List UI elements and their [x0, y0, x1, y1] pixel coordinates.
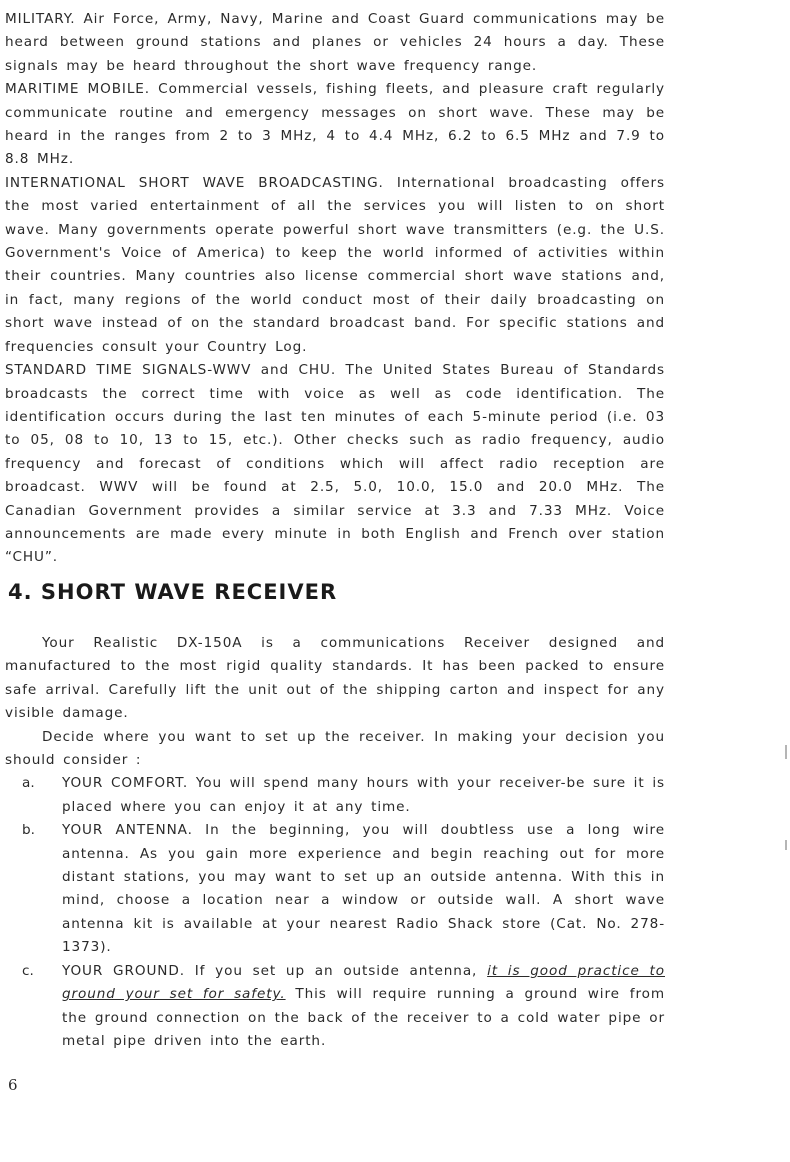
- ground-text-after: This will require running a ground wire from the ground connection on the back of the receiver to a cold water pipe or metal pipe driven into the earth.: [62, 986, 665, 1049]
- international-text: International broadcasting offers the most varied entertainment of all the services you will listen to on short wave. Many governments operate powerful short wave transmitters (e.g. the U.S. Government's Voice of America) to keep the world informed of activities within their countries. Many countries also license commercial short wave stations and, in fact, many regions of the world conduct most of their daily broadcasting on short wave instead of on the standard broadcast band. For specific stations and frequencies consult your Country Log.: [5, 174, 665, 355]
- comfort-text: You will spend many hours with your receiver-be sure it is placed where you can enjoy it at any time.: [62, 775, 665, 815]
- safety-note: it is good practice to ground your set for safety.: [62, 962, 665, 1003]
- ground-heading: YOUR GROUND.: [62, 962, 185, 979]
- standard-time-paragraph: [5, 359, 665, 570]
- decide-paragraph: Decide where you want to set up the receiver. In making your decision you should consider :: [5, 728, 665, 769]
- maritime-paragraph: [5, 78, 665, 172]
- ground-text-before: If you set up an outside antenna,: [194, 962, 478, 979]
- military-text: Air Force, Army, Navy, Marine and Coast Guard communications may be heard between ground stations and planes or vehicles 24 hours a day. These signals may be heard throughout the short wave frequency range.: [5, 11, 665, 74]
- list-marker: a.: [22, 775, 35, 792]
- standard-time-text: The United States Bureau of Standards broadcasts the correct time with voice as well as code identification. The identification occurs during the last ten minutes of each 5-minute period (i.e. 03 to 05, 08 to 10, 13 to 15, etc.). Other checks such as radio frequency, audio frequency and forecast of conditions which will affect radio reception are broadcast. WWV will be found at 2.5, 5.0, 10.0, 15.0 and 20.0 MHz. The Canadian Government provides a similar service at 3.3 and 7.33 MHz. Voice announcements are made every minute in both English and French over station “CHU”.: [5, 362, 665, 566]
- list-content: [62, 819, 665, 959]
- maritime-text: Commercial vessels, fishing fleets, and pleasure craft regularly communicate routine and emergency messages on short wave. These may be heard in the ranges from 2 to 3 MHz, 4 to 4.4 MHz, 6.2 to 6.5 MHz and 7.9 to 8.8 MHz.: [5, 81, 665, 168]
- antenna-text: In the beginning, you will doubtless use a long wire antenna. As you gain more experience and begin reaching out for more distant stations, you may want to set up an outside antenna. With this in mind, choose a location near a window or outside wall. A short wave antenna kit is available at your nearest Radio Shack store (Cat. No. 278-1373).: [62, 822, 665, 956]
- military-heading: MILITARY.: [5, 11, 76, 27]
- maritime-heading: MARITIME MOBILE.: [5, 81, 151, 98]
- margin-mark: [785, 840, 787, 850]
- antenna-heading: YOUR ANTENNA.: [62, 822, 193, 839]
- list-item-antenna: [5, 819, 665, 959]
- list-content: [62, 772, 665, 819]
- document-page: [5, 8, 665, 1049]
- page-number: 6: [8, 1076, 18, 1094]
- list-marker: c.: [22, 962, 34, 979]
- list-marker: b.: [22, 822, 35, 839]
- international-heading: INTERNATIONAL SHORT WAVE BROADCASTING.: [5, 174, 384, 191]
- section-title: 4. SHORT WAVE RECEIVER: [8, 580, 338, 604]
- comfort-heading: YOUR COMFORT.: [62, 775, 189, 792]
- margin-mark: [785, 745, 787, 759]
- standard-time-heading: STANDARD TIME SIGNALS-WWV and CHU.: [5, 362, 337, 379]
- list-item-ground: [5, 960, 665, 1054]
- section-body: [5, 632, 665, 1053]
- intro-paragraph: Your Realistic DX-150A is a communications Receiver designed and manufactured to the most rigid quality standards. It has been packed to ensure safe arrival. Carefully lift the unit out of the shipping carton and inspect for any visible damage.: [5, 635, 665, 722]
- military-paragraph: [5, 8, 665, 78]
- list-item-comfort: [5, 772, 665, 819]
- list-content: [62, 960, 665, 1054]
- international-paragraph: [5, 172, 665, 359]
